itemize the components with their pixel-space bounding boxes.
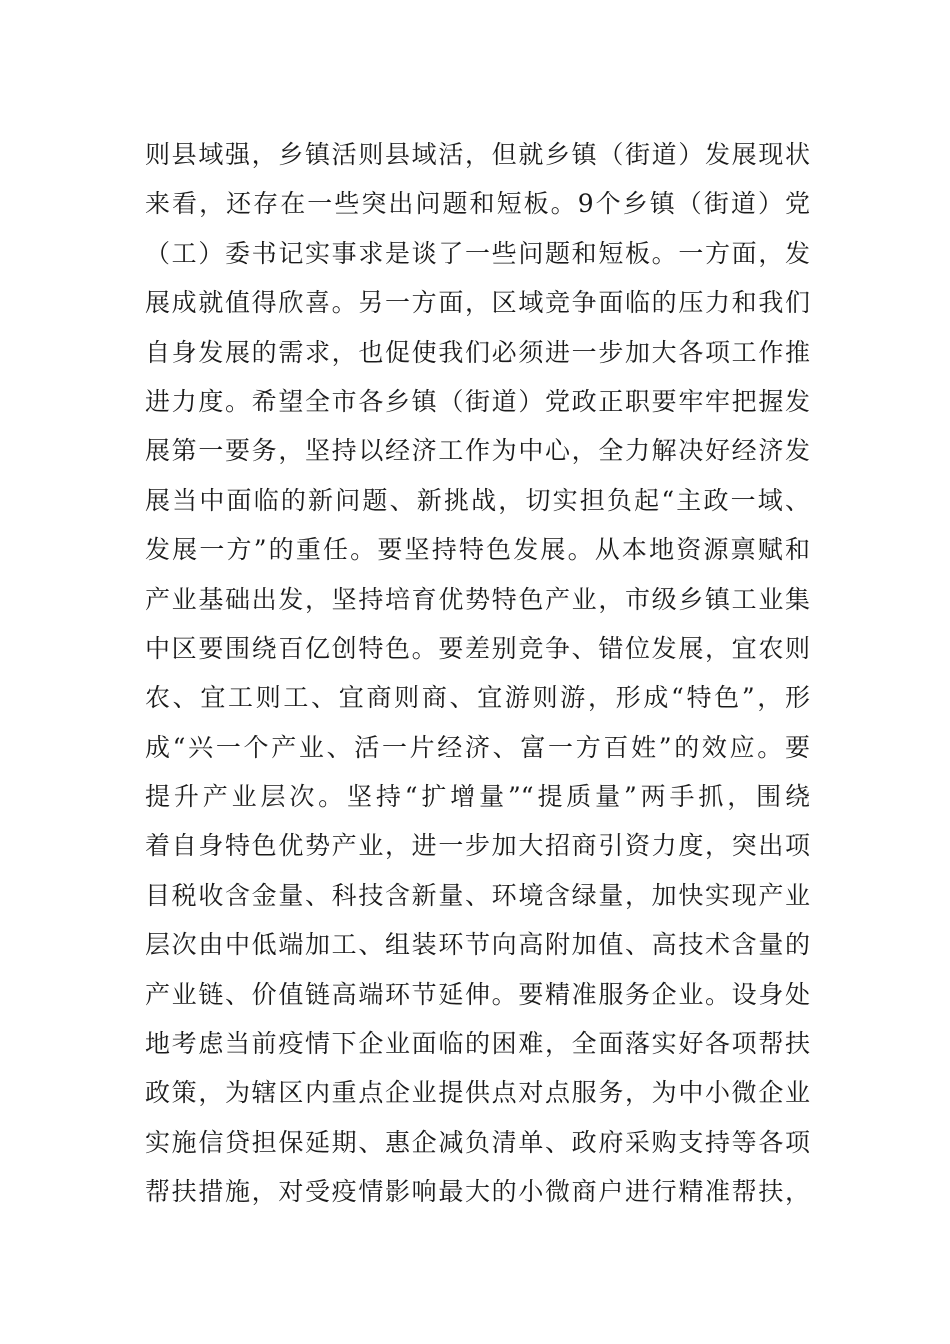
text-line: 政策，为辖区内重点企业提供点对点服务，为中小微企业 [145,1078,810,1108]
text-line: 展成就值得欣喜。另一方面，区域竞争面临的压力和我们 [145,288,810,318]
text-line: 帮扶措施，对受疫情影响最大的小微商户进行精准帮扶， [145,1177,810,1207]
text-line: 农、宜工则工、宜商则商、宜游则游，形成“特色”，形 [145,683,810,713]
text-line: 目税收含金量、科技含新量、环境含绿量，加快实现产业 [145,880,810,910]
text-line: 提升产业层次。坚持“扩增量”“提质量”两手抓，围绕 [145,782,810,812]
text-line: 展当中面临的新问题、新挑战，切实担负起“主政一域、 [145,485,810,515]
text-line: 进力度。希望全市各乡镇（街道）党政正职要牢牢把握发 [145,386,810,416]
text-line: （工）委书记实事求是谈了一些问题和短板。一方面，发 [145,238,810,268]
text-line: 中区要围绕百亿创特色。要差别竞争、错位发展，宜农则 [145,633,810,663]
text-line: 则县域强，乡镇活则县域活，但就乡镇（街道）发展现状 [145,140,810,169]
text-line: 地考虑当前疫情下企业面临的困难，全面落实好各项帮扶 [145,1029,810,1059]
text-line: 来看，还存在一些突出问题和短板。9个乡镇（街道）党 [145,189,810,219]
body-paragraph [145,130,810,1217]
text-line: 成“兴一个产业、活一片经济、富一方百姓”的效应。要 [145,732,810,762]
text-line: 自身发展的需求，也促使我们必须进一步加大各项工作推 [145,337,810,367]
text-line: 着自身特色优势产业，进一步加大招商引资力度，突出项 [145,831,810,861]
text-line: 产业链、价值链高端环节延伸。要精准服务企业。设身处 [145,979,810,1009]
text-line: 发展一方”的重任。要坚持特色发展。从本地资源禀赋和 [145,535,810,565]
text-line: 层次由中低端加工、组装环节向高附加值、高技术含量的 [145,930,810,960]
text-line: 展第一要务，坚持以经济工作为中心，全力解决好经济发 [145,436,810,466]
text-line: 产业基础出发，坚持培育优势特色产业，市级乡镇工业集 [145,584,810,614]
text-line: 实施信贷担保延期、惠企减负清单、政府采购支持等各项 [145,1127,810,1157]
